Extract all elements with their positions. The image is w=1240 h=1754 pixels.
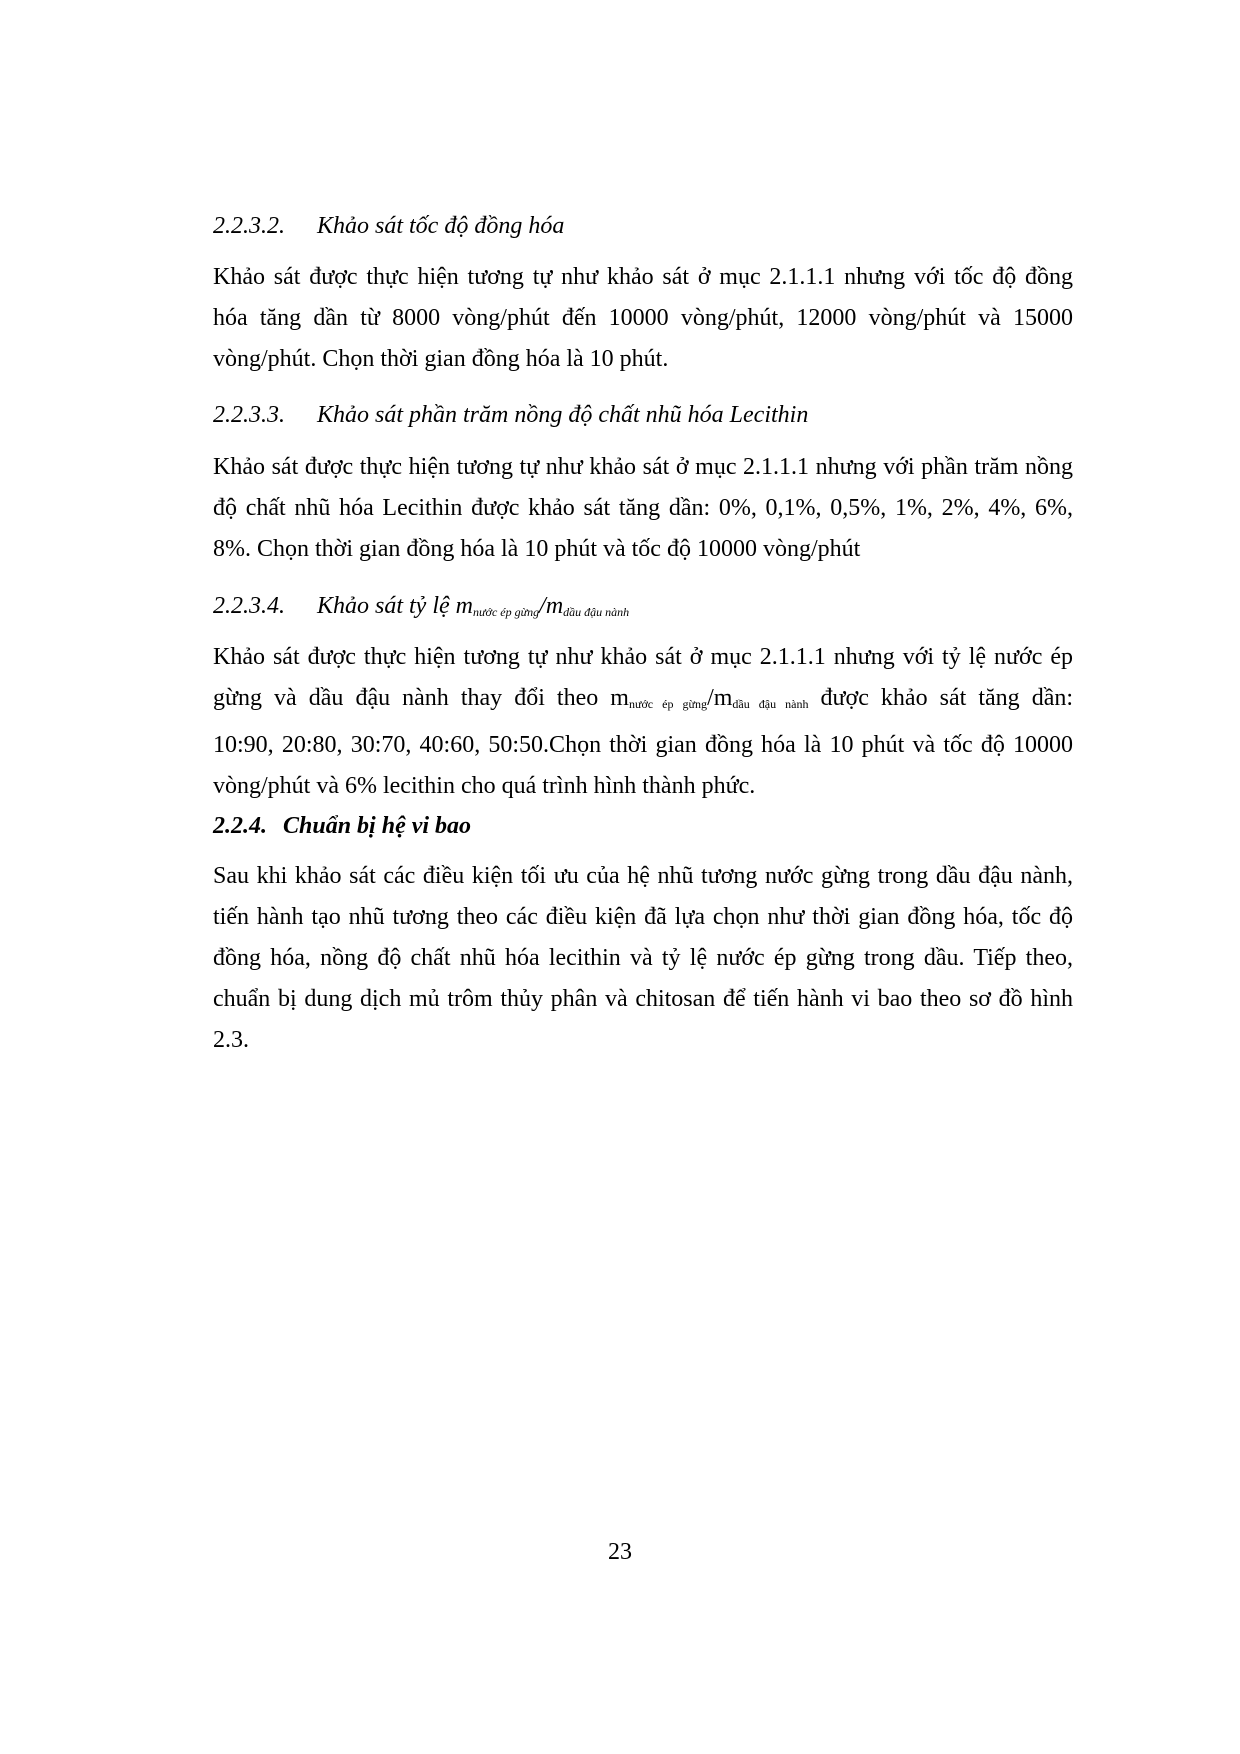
section-number: 2.2.3.3. [213, 402, 285, 428]
section-number: 2.2.4. [213, 813, 267, 839]
paragraph-line: Khảo sát được thực hiện tương tự như khảo sát ở mục 2.1.1.1 nhưng với tỷ lệ nước ép [213, 644, 1073, 670]
paragraph-line: Khảo sát được thực hiện tương tự như khảo sát ở mục 2.1.1.1 nhưng với phần trăm nồng [213, 454, 1073, 480]
section-number: 2.2.3.2. [213, 213, 285, 239]
paragraph-line [213, 678, 1073, 725]
paragraph-line: chuẩn bị dung dịch mủ trôm thủy phân và chitosan để tiến hành vi bao theo sơ đồ hình [213, 986, 1073, 1012]
subscript-text: nước ép gừng [473, 605, 540, 619]
subscript-text: nước ép gừng [628, 697, 708, 711]
paragraph-2-2-3-3 [213, 447, 1073, 570]
paragraph-line: độ chất nhũ hóa Lecithin được khảo sát tăng dần: 0%, 0,1%, 0,5%, 1%, 2%, 4%, 6%, [213, 495, 1073, 521]
section-heading-2-2-3-4 [213, 591, 629, 627]
section-title: Chuẩn bị hệ vi bao [283, 813, 472, 839]
paragraph-2-2-3-2 [213, 257, 1073, 380]
page-number: 23 [608, 1539, 632, 1565]
section-number: 2.2.3.4. [213, 593, 285, 619]
paragraph-line: đồng hóa, nồng độ chất nhũ hóa lecithin và tỷ lệ nước ép gừng trong dầu. Tiếp theo, [213, 945, 1073, 971]
section-title: Khảo sát tốc độ đồng hóa [317, 213, 565, 239]
paragraph-line: Sau khi khảo sát các điều kiện tối ưu của hệ nhũ tương nước gừng trong dầu đậu nành, [213, 863, 1073, 889]
subscript-text: dầu đậu nành [563, 605, 630, 619]
section-title-mid: /m [539, 593, 564, 619]
paragraph-line: vòng/phút. Chọn thời gian đồng hóa là 10 phút. [213, 346, 669, 372]
line-suffix: được khảo sát tăng dần: [808, 685, 1074, 711]
paragraph-line: vòng/phút và 6% lecithin cho quá trình hình thành phức. [213, 773, 756, 799]
section-title-prefix: Khảo sát tỷ lệ m [317, 593, 473, 619]
paragraph-2-2-4 [213, 856, 1073, 1061]
section-heading-2-2-4 [213, 811, 471, 841]
subscript-text: dầu đậu nành [732, 697, 809, 711]
paragraph-line: 8%. Chọn thời gian đồng hóa là 10 phút và tốc độ 10000 vòng/phút [213, 536, 861, 562]
section-heading-2-2-3-2 [213, 211, 564, 241]
paragraph-2-2-3-4 [213, 637, 1073, 807]
section-title: Khảo sát phần trăm nồng độ chất nhũ hóa Lecithin [317, 402, 809, 428]
section-heading-2-2-3-3 [213, 400, 808, 430]
paragraph-line: 10:90, 20:80, 30:70, 40:60, 50:50.Chọn thời gian đồng hóa là 10 phút và tốc độ 10000 [213, 732, 1073, 758]
paragraph-line: tiến hành tạo nhũ tương theo các điều kiện đã lựa chọn như thời gian đồng hóa, tốc độ [213, 904, 1073, 930]
paragraph-line: 2.3. [213, 1027, 249, 1053]
paragraph-line: hóa tăng dần từ 8000 vòng/phút đến 10000 vòng/phút, 12000 vòng/phút và 15000 [213, 305, 1073, 331]
line-prefix: gừng và dầu đậu nành thay đổi theo m [213, 685, 629, 711]
paragraph-line: Khảo sát được thực hiện tương tự như khảo sát ở mục 2.1.1.1 nhưng với tốc độ đồng [213, 264, 1073, 290]
line-mid: /m [707, 685, 733, 711]
